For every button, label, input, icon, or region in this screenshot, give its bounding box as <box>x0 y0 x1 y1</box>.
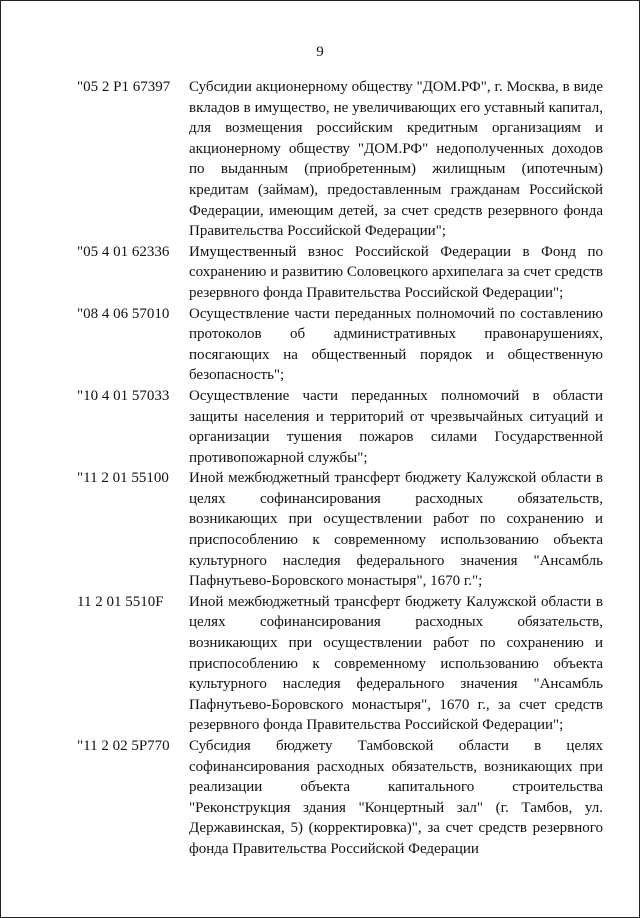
budget-description: Имущественный взнос Российской Федерации в Фонд по сохранению и развитию Соловецкого архипелага за счет средств резервного фонда Правительства Российской Федерации"; <box>189 243 603 301</box>
budget-description: Иной межбюджетный трансферт бюджету Калужской области в целях софинансирования расходных обязательств, возникающих при осуществлении работ по сохранению и приспособлению к современному использованию объекта культурного наследия федерального значения "Ансамбль Пафнутьево-Боровского монастыря", 1670 г., за счет средств резервного фонда Правительства Российской Федерации"; <box>189 593 603 734</box>
budget-code: "05 2 P1 67397 <box>77 79 171 95</box>
list-item <box>0 592 640 736</box>
budget-description: Субсидии акционерному обществу "ДОМ.РФ", г. Москва, в виде вкладов в имущество, не увеличивающих его уставный капитал, для возмещения российским кредитным организациям и акционерному обществу "ДОМ.РФ" недополученных доходов по выданным (приобретенным) жилищным (ипотечным) кредитам (займам), предоставленным гражданам Российской Федерации, имеющим детей, за счет средств резервного фонда Правительства Российской Федерации"; <box>189 79 603 240</box>
budget-code-list <box>0 77 640 860</box>
page-number: 9 <box>316 44 324 60</box>
budget-description: Иной межбюджетный трансферт бюджету Калужской области в целях софинансирования расходных обязательств, возникающих при осуществлении работ по сохранению и приспособлению к современному использованию объекта культурного наследия федерального значения "Ансамбль Пафнутьево-Боровского монастыря", 1670 г."; <box>189 470 603 590</box>
budget-code: 11 2 01 5510F <box>77 593 164 610</box>
list-item <box>0 242 640 304</box>
budget-description: Осуществление части переданных полномочий по составлению протоколов об административных правонарушениях, посягающих на общественный порядок и общественную безопасность"; <box>189 305 603 384</box>
budget-code: "08 4 06 57010 <box>77 305 170 322</box>
list-item <box>0 386 640 468</box>
list-item <box>0 468 640 592</box>
budget-code: "11 2 01 55100 <box>77 470 169 487</box>
budget-code: "05 4 01 62336 <box>77 243 170 260</box>
list-item <box>0 77 640 242</box>
list-item <box>0 736 640 860</box>
budget-description: Субсидия бюджету Тамбовской области в целях софинансирования расходных обязательств, возникающих при реализации объекта капитального строительства "Реконструкция здания "Концертный зал" (г. Тамбов, ул. Державинская, 5) (корректировка)", за счет средств резервного фонда Правительства Российской Федерации <box>189 738 603 857</box>
list-item <box>0 304 640 386</box>
budget-code: "11 2 02 5P770 <box>77 738 170 754</box>
budget-description: Осуществление части переданных полномочий в области защиты населения и территорий от чрезвычайных ситуаций и организации тушения пожаров силами Государственной противопожарной службы"; <box>189 387 603 466</box>
budget-code: "10 4 01 57033 <box>77 387 170 404</box>
